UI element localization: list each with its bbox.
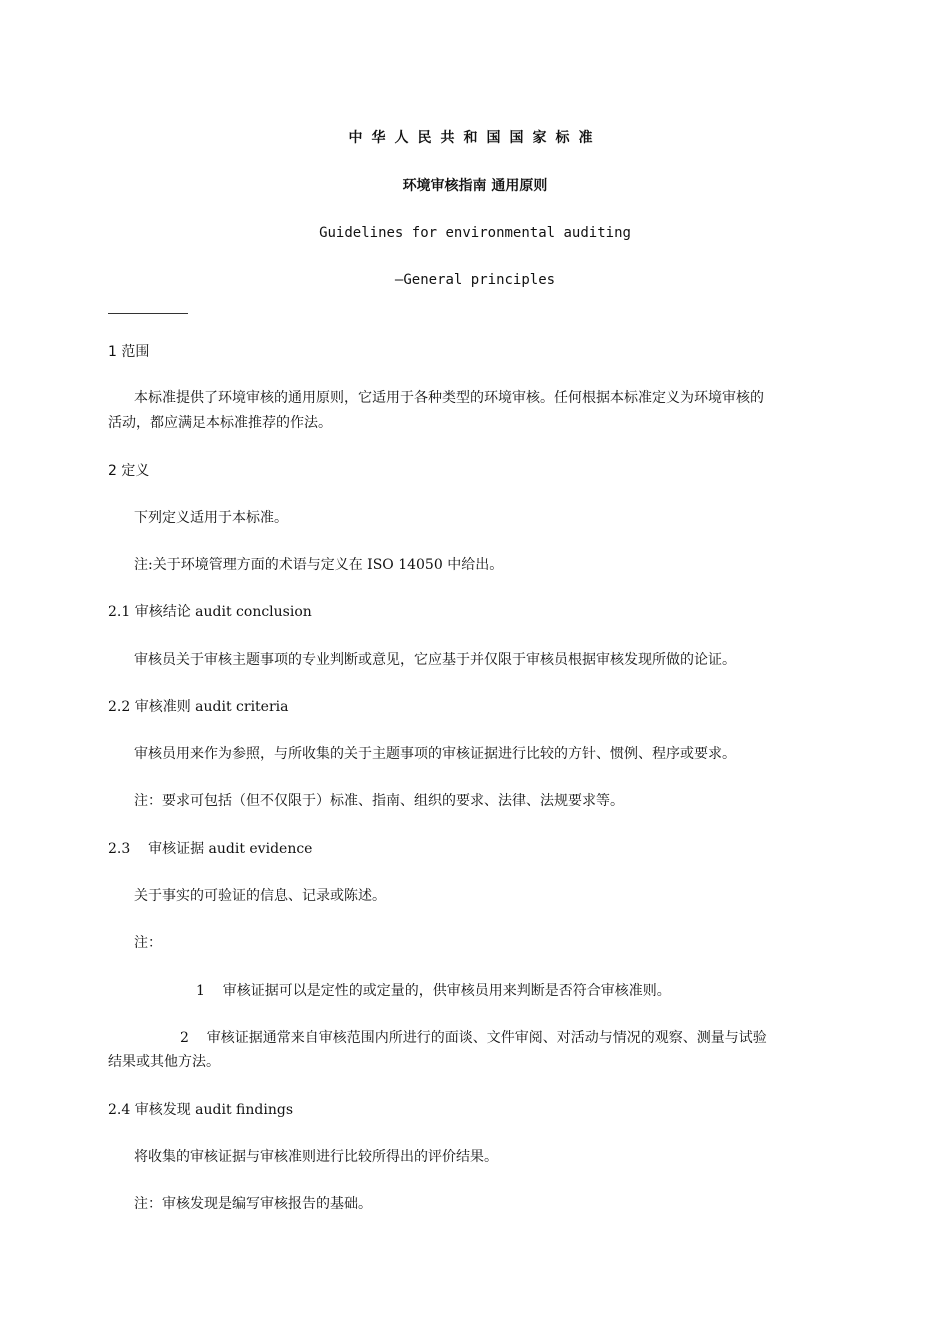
- title-en-line1: Guidelines for environmental auditing: [319, 225, 631, 241]
- section-2-note: 注:关于环境管理方面的术语与定义在 ISO 14050 中给出。: [134, 557, 504, 573]
- definition-2-4-note: 注：审核发现是编写审核报告的基础。: [134, 1196, 372, 1212]
- definition-2-1-heading: 2.1 审核结论 audit conclusion: [108, 604, 312, 620]
- section-1-heading: 1 范围: [108, 344, 150, 360]
- definition-2-4-text: 将收集的审核证据与审核准则进行比较所得出的评价结果。: [134, 1149, 498, 1165]
- section-2-text: 下列定义适用于本标准。: [134, 510, 288, 526]
- definition-2-2-text: 审核员用来作为参照，与所收集的关于主题事项的审核证据进行比较的方针、惯例、程序或要求。: [134, 746, 736, 762]
- definition-2-3-note-1: 1 审核证据可以是定性的或定量的，供审核员用来判断是否符合审核准则。: [196, 983, 671, 999]
- standard-label: 中华人民共和国国家标准: [348, 130, 602, 146]
- divider-rule: [108, 313, 188, 314]
- definition-2-3-text: 关于事实的可验证的信息、记录或陈述。: [134, 888, 386, 904]
- definition-2-3-note-2-line2: 结果或其他方法。: [108, 1054, 220, 1070]
- section-2-heading: 2 定义: [108, 463, 150, 479]
- definition-2-4-heading: 2.4 审核发现 audit findings: [108, 1102, 294, 1118]
- definition-2-1-text: 审核员关于审核主题事项的专业判断或意见，它应基于并仅限于审核员根据审核发现所做的论证。: [134, 652, 736, 668]
- definition-2-3-note-label: 注：: [134, 935, 162, 951]
- definition-2-3-note-2-line1: 2 审核证据通常来自审核范围内所进行的面谈、文件审阅、对活动与情况的观察、测量与试验: [180, 1030, 767, 1046]
- section-1-text-line2: 活动，都应满足本标准推荐的作法。: [108, 415, 332, 431]
- definition-2-2-note: 注：要求可包括（但不仅限于）标准、指南、组织的要求、法律、法规要求等。: [134, 793, 624, 809]
- title-cn: 环境审核指南 通用原则: [402, 178, 548, 194]
- definition-2-3-heading: 2.3 审核证据 audit evidence: [108, 841, 313, 857]
- section-1-text-line1: 本标准提供了环境审核的通用原则，它适用于各种类型的环境审核。任何根据本标准定义为环境审核的: [134, 390, 764, 406]
- title-en-line2: —General principles: [394, 272, 556, 288]
- definition-2-2-heading: 2.2 审核准则 audit criteria: [108, 699, 289, 715]
